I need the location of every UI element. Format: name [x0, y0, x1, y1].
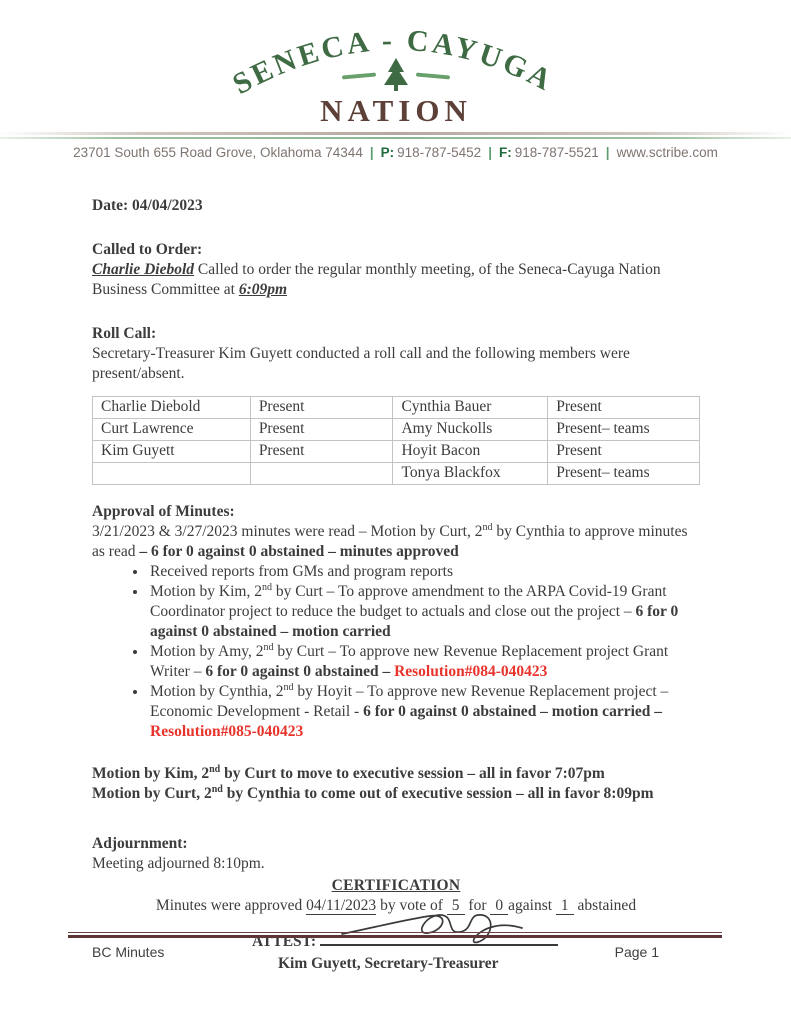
resolution-number: Resolution#085-040423 — [150, 723, 304, 740]
adjournment-section — [92, 834, 700, 874]
certification-text: by vote of — [376, 897, 447, 914]
motion-text: Motion by Kim, 2 — [92, 765, 210, 782]
motion-text: by Cynthia to come out of executive session – all in favor 8:09pm — [222, 785, 654, 802]
motion-text: Motion by Curt, 2 — [92, 785, 212, 802]
roll-call-table — [92, 396, 700, 485]
page-number: Page 1 — [614, 944, 659, 960]
chairman-name: Charlie Diebold — [92, 261, 195, 278]
phone-number: 918-787-5452 — [397, 145, 482, 160]
street-address: 23701 South 655 Road Grove, Oklahoma 74344 — [73, 145, 363, 160]
roll-call-paragraph: Secretary-Treasurer Kim Guyett conducted a roll call and the following members were present/absent. — [92, 345, 630, 382]
footer-doc-title: BC Minutes — [92, 944, 165, 960]
logo-right-dash-icon — [415, 73, 449, 80]
bullet-text: by Hoyit – To approve new Revenue Replacement project – Economic Development - Retail - — [150, 683, 669, 720]
approval-intro: 3/21/2023 & 3/27/2023 minutes were read – Motion by Curt, 2 — [92, 523, 483, 540]
separator-pipe: | — [488, 145, 492, 160]
member-name-cell: Curt Lawrence — [93, 419, 251, 441]
ordinal-suffix: nd — [482, 521, 493, 533]
bullet-text: by Curt – To approve new Revenue Replacement project Grant Writer – — [150, 643, 669, 680]
vote-result: 6 for 0 against 0 abstained – motion carried — [150, 603, 679, 640]
approval-paragraph — [92, 522, 700, 562]
resolution-number: Resolution#084-040423 — [394, 663, 548, 680]
member-name-cell: Tonya Blackfox — [393, 463, 548, 485]
bullet-text: Received reports from GMs and program reports — [150, 563, 454, 580]
member-name-cell — [93, 463, 251, 485]
executive-session-motions — [92, 764, 700, 804]
call-to-order-time: 6:09pm — [238, 281, 288, 298]
adjournment-heading: Adjournment: — [92, 835, 188, 852]
ordinal-suffix: nd — [209, 763, 221, 775]
ordinal-suffix: nd — [283, 681, 294, 693]
approval-intro-cont: by Cynthia to approve minutes as read — [92, 523, 688, 560]
status-cell: Present– teams — [548, 463, 700, 485]
status-cell: Present — [250, 397, 393, 419]
vote-result: 6 for 0 against 0 abstained – motion carried – — [363, 703, 663, 720]
member-name-cell: Amy Nuckolls — [393, 419, 548, 441]
svg-text:SENECA - CAYUGA — [227, 24, 558, 101]
bullet-text: by Curt – To approve amendment to the ARPA Covid-19 Grant Coordinator project to reduce the budget to actuals and close out the project – — [150, 583, 667, 620]
logo-nation-text: NATION — [319, 93, 472, 126]
table-row — [93, 397, 700, 419]
footer-divider — [68, 932, 722, 938]
certification-title: CERTIFICATION — [331, 877, 461, 894]
member-name-cell: Kim Guyett — [93, 441, 251, 463]
list-item — [148, 682, 700, 742]
table-row — [93, 441, 700, 463]
table-row — [93, 463, 700, 485]
certification-text: against — [508, 897, 556, 914]
list-item — [148, 562, 700, 582]
votes-for: 5 — [447, 897, 465, 915]
dash: – — [378, 663, 395, 680]
header-divider-green — [0, 137, 791, 139]
ordinal-suffix: nd — [211, 783, 223, 795]
status-cell: Present — [548, 397, 700, 419]
roll-call-heading: Roll Call: — [92, 325, 157, 342]
status-cell: Present — [548, 441, 700, 463]
table-row — [93, 419, 700, 441]
status-cell — [250, 463, 393, 485]
separator-pipe: | — [369, 145, 374, 160]
seneca-cayuga-logo-icon — [226, 14, 566, 126]
org-logo — [0, 0, 791, 131]
page-footer — [68, 932, 722, 960]
attest-label: ATTEST: — [252, 933, 317, 950]
vote-result: 6 for 0 against 0 abstained — [205, 663, 379, 680]
certification-text: for — [464, 897, 491, 914]
votes-abstained: 1 — [556, 897, 574, 915]
list-item — [148, 582, 700, 642]
ordinal-suffix: nd — [263, 641, 274, 653]
logo-left-dash-icon — [341, 73, 375, 80]
status-cell: Present — [250, 441, 393, 463]
fax-label: F: — [498, 145, 512, 160]
motion-line — [92, 784, 700, 804]
member-name-cell: Charlie Diebold — [93, 397, 251, 419]
certification-text: Minutes were approved — [155, 897, 307, 914]
member-name-cell: Hoyit Bacon — [393, 441, 548, 463]
approval-heading: Approval of Minutes: — [92, 503, 235, 520]
approval-date: 04/11/2023 — [306, 897, 377, 914]
attest-name: Kim Guyett, Secretary-Treasurer — [278, 955, 499, 972]
header-divider-top — [0, 132, 791, 135]
document-body — [92, 196, 700, 974]
called-to-order-text: Called to order the regular monthly meeting, of the Seneca-Cayuga Nation Business Committee at — [92, 261, 661, 298]
logo-arc-text: SENECA - CAYUGA — [226, 23, 558, 102]
votes-against: 0 — [490, 897, 508, 915]
separator-pipe: | — [605, 145, 610, 160]
tree-icon — [384, 58, 408, 91]
motion-text: by Curt to move to executive session – all in favor 7:07pm — [220, 765, 605, 782]
meeting-date: Date: 04/04/2023 — [92, 197, 203, 214]
status-cell: Present — [250, 419, 393, 441]
called-to-order-paragraph — [92, 260, 700, 300]
motion-bullet-list — [92, 562, 700, 742]
bullet-text: Motion by Kim, 2 — [150, 583, 262, 600]
certification-text: abstained — [573, 897, 637, 914]
vote-result: – 6 for 0 against 0 abstained – minutes approved — [139, 543, 459, 560]
called-to-order-heading: Called to Order: — [92, 241, 203, 258]
fax-number: 918-787-5521 — [514, 145, 599, 160]
status-cell: Present– teams — [548, 419, 700, 441]
contact-bar — [0, 145, 791, 160]
bullet-text: Motion by Cynthia, 2 — [150, 683, 284, 700]
motion-line — [92, 764, 700, 784]
bullet-text: Motion by Amy, 2 — [150, 643, 264, 660]
website-url: www.sctribe.com — [616, 145, 718, 160]
member-name-cell: Cynthia Bauer — [393, 397, 548, 419]
phone-label: P: — [380, 145, 395, 160]
ordinal-suffix: nd — [261, 581, 272, 593]
list-item — [148, 642, 700, 682]
adjournment-text: Meeting adjourned 8:10pm. — [92, 855, 265, 872]
